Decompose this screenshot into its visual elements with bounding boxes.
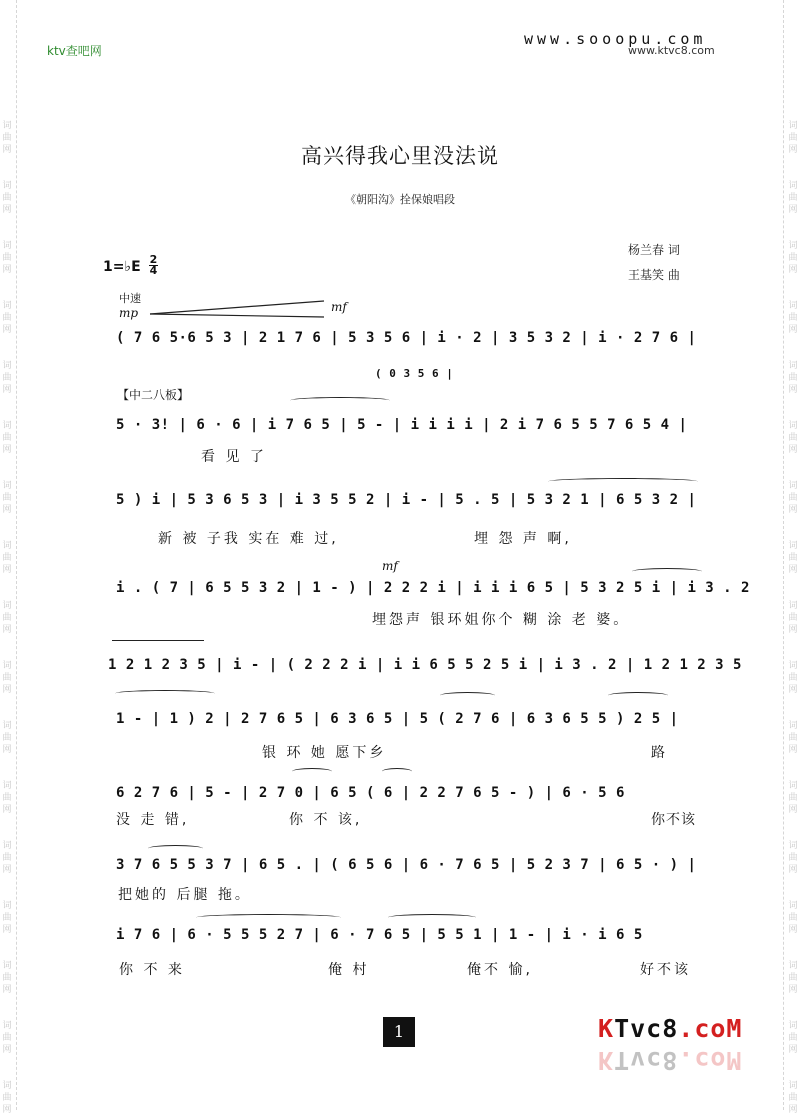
page-number: 1 [383,1017,415,1047]
side-watermark-text: 词 曲 网 [2,841,12,875]
lyric-line-8: 把她的 后腿 拖。 [118,887,252,903]
side-watermark-text: 词 曲 网 [788,301,798,335]
dynamic-mp: mp [119,306,139,320]
side-watermark-text: 词 曲 网 [788,901,798,935]
slur [388,914,476,921]
side-watermark-text: 词 曲 网 [2,721,12,755]
music-line-3: 5 ) i | 5 3 6 5 3 | i 3 5 5 2 | i - | 5 . 5 | 5 3 2 1 | 6 5 3 2 | [116,492,697,508]
side-watermark-text: 词 曲 网 [2,661,12,695]
lyric-line-7c: 你不该 [651,812,696,828]
crescendo-hairpin [148,298,328,320]
side-watermark-text: 词 曲 网 [2,241,12,275]
slur [196,914,341,921]
slur [548,478,698,485]
side-watermark-text: 词 曲 网 [2,1021,12,1055]
side-watermark-text: 词 曲 网 [788,601,798,635]
music-line-8: 3 7 6 5 5 3 7 | 6 5 . | ( 6 5 6 | 6 · 7 6 5 | 5 2 3 7 | 6 5 · ) | [116,857,697,873]
music-line-2: 5 · 3! | 6 · 6 | i 7 6 5 | 5 - | i i i i | 2 i 7 6 5 5 7 6 5 4 | [116,417,688,433]
side-watermark-text: 词 曲 网 [2,481,12,515]
side-watermark-text: 词 曲 网 [788,181,798,215]
side-watermark-text: 词 曲 网 [788,721,798,755]
side-watermark-text: 词 曲 网 [788,781,798,815]
music-line-4: i . ( 7 | 6 5 5 3 2 | 1 - ) | 2 2 2 i | i i i 6 5 | 5 3 2 5 i | i 3 . 2 [116,580,750,596]
side-watermark-text: 词 曲 网 [2,541,12,575]
side-watermark-text: 词 曲 网 [2,601,12,635]
music-line-7: 6 2 7 6 | 5 - | 2 7 0 | 6 5 ( 6 | 2 2 7 6 5 - ) | 6 · 5 6 [116,785,625,801]
site-logo: KTvc8.coM [598,1014,743,1043]
slur [292,768,332,775]
site-url-sub: www.ktvc8.com [628,44,715,57]
slur [632,568,702,575]
lyric-line-7b: 你 不 该, [289,812,363,828]
side-watermark-text: 词 曲 网 [2,1081,12,1115]
lyric-line-9b: 俺 村 [328,962,370,978]
side-watermark-text: 词 曲 网 [788,121,798,155]
side-watermark-text: 词 曲 网 [2,901,12,935]
slur [608,692,668,699]
lyricist-credit: 杨兰春 词 [628,243,680,257]
side-watermark-text: 词 曲 网 [788,241,798,275]
side-watermark-text: 词 曲 网 [2,361,12,395]
tempo-marking: 中速 [119,292,141,305]
lyric-line-2: 看 见 了 [201,449,267,465]
side-watermark-text: 词 曲 网 [788,961,798,995]
lyric-line-4: 埋怨声 银环姐你个 糊 涂 老 婆。 [372,612,631,628]
side-watermark-text: 词 曲 网 [2,961,12,995]
side-watermark-text: 词 曲 网 [2,121,12,155]
side-watermark-text: 词 曲 网 [788,541,798,575]
slur [382,768,412,775]
dynamic-mf: mf [331,300,347,314]
music-alt-line-1: ( 0 3 5 6 | [375,367,454,380]
lyric-line-3b: 埋 怨 声 啊, [474,531,572,547]
site-logo-reflection: KTvc8.coM [598,1046,743,1075]
music-line-5: 1 2 1 2 3 5 | i - | ( 2 2 2 i | i i 6 5 5 2 5 i | i 3 . 2 | 1 2 1 2 3 5 [108,657,742,673]
music-line-9: i 7 6 | 6 · 5 5 5 2 7 | 6 · 7 6 5 | 5 5 1 | 1 - | i · i 6 5 [116,927,643,943]
slur [148,845,203,852]
site-label-left: ktv查吧网 [47,44,102,58]
lyric-line-9c: 俺不 愉, [467,962,533,978]
tie-line [112,640,204,641]
side-watermark-text: 词 曲 网 [788,841,798,875]
side-watermark-text: 词 曲 网 [788,1081,798,1115]
time-signature: 2 4 [149,253,158,277]
lyric-line-6: 银 环 她 愿下乡 [262,745,387,761]
section-label: 【中二八板】 [117,388,190,402]
site-url-main: www.sooopu.com [524,30,707,48]
side-watermark-text: 词 曲 网 [2,781,12,815]
side-watermark-text: 词 曲 网 [788,1021,798,1055]
lyric-line-9d: 好不该 [640,962,691,978]
slur [115,690,215,697]
music-line-1: ( 7 6 5·6 5 3 | 2 1 7 6 | 5 3 5 6 | i · 2 | 3 5 3 2 | i · 2 7 6 | [116,330,697,346]
side-watermark-text: 词 曲 网 [788,421,798,455]
slur [440,692,495,699]
side-watermark-text: 词 曲 网 [2,181,12,215]
lyric-line-6b: 路 [651,745,668,761]
side-watermark-text: 词 曲 网 [788,661,798,695]
composer-credit: 王基笑 曲 [628,268,680,282]
side-watermark-text: 词 曲 网 [2,421,12,455]
lyric-line-9a: 你 不 来 [119,962,185,978]
dynamic-mf-2: mf [382,559,398,573]
side-watermark-text: 词 曲 网 [788,361,798,395]
lyric-line-7a: 没 走 错, [116,812,190,828]
side-watermark-text: 词 曲 网 [2,301,12,335]
song-title: 高兴得我心里没法说 [301,144,499,168]
slur [290,397,390,404]
side-watermark-text: 词 曲 网 [788,481,798,515]
key-signature: 1=♭E [103,259,141,275]
song-subtitle: 《朝阳沟》拴保娘唱段 [345,193,455,206]
music-line-6: 1 - | 1 ) 2 | 2 7 6 5 | 6 3 6 5 | 5 ( 2 7 6 | 6 3 6 5 5 ) 2 5 | [116,711,679,727]
lyric-line-3a: 新 被 子我 实在 难 过, [158,531,339,547]
